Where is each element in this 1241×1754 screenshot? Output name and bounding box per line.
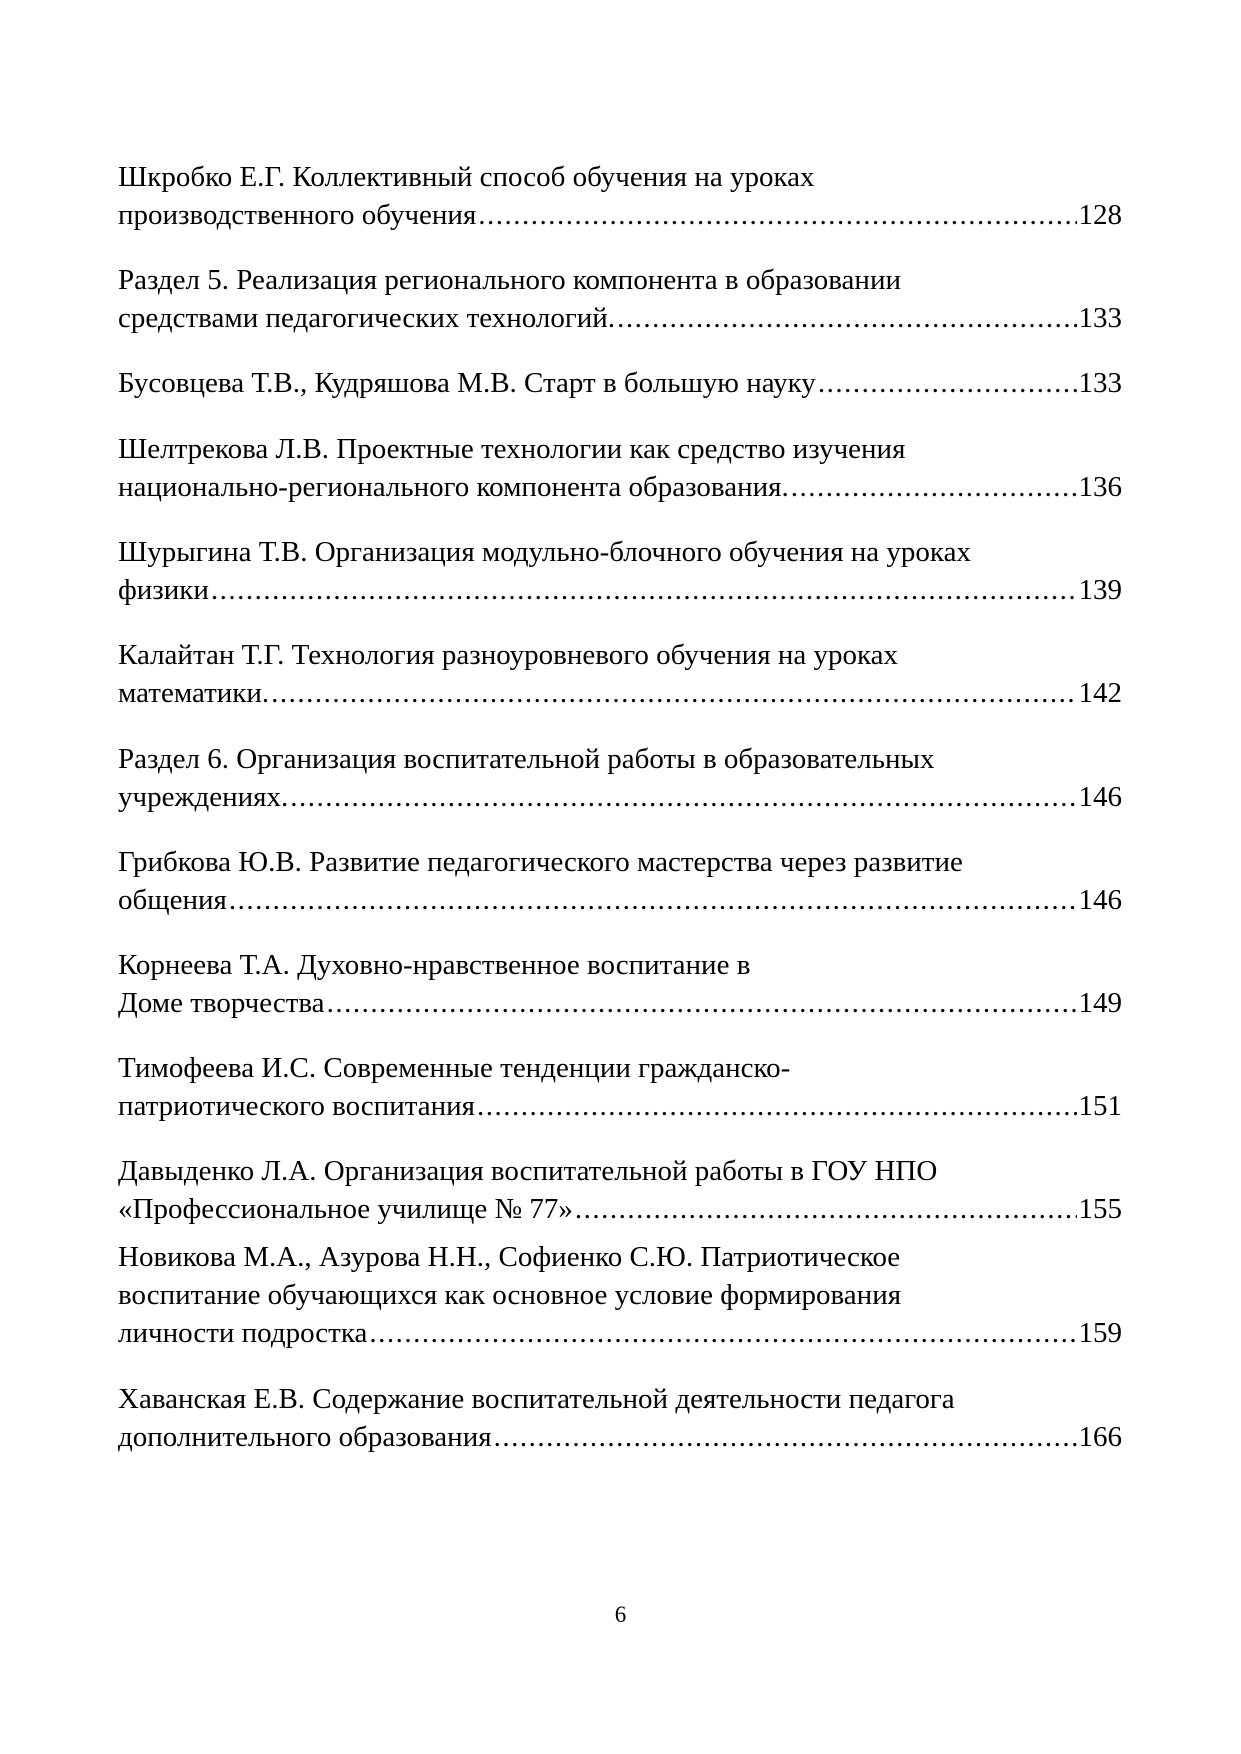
entry-title-end: общения: [118, 884, 227, 916]
dot-leader: [229, 881, 1077, 919]
toc-entry[interactable]: [118, 1049, 1122, 1125]
entry-last-line: [118, 196, 1122, 234]
entry-page-number: 146: [1078, 884, 1122, 916]
entry-last-line: [118, 1190, 1122, 1228]
entry-title-end: «Профессиональное училище № 77»: [118, 1193, 573, 1225]
entry-last-line: [118, 468, 1122, 506]
dot-leader: [617, 299, 1076, 337]
entry-page-number: 133: [1078, 302, 1122, 334]
entry-title-end: учреждениях.: [118, 781, 289, 813]
entry-last-line: [118, 1087, 1122, 1125]
entry-page-number: 159: [1078, 1317, 1122, 1349]
toc-entry[interactable]: [118, 1380, 1122, 1456]
toc-entry[interactable]: [118, 1152, 1122, 1228]
dot-leader: [791, 468, 1077, 506]
entry-last-line: [118, 984, 1122, 1022]
entry-title-end: патриотического воспитания: [118, 1090, 475, 1122]
entry-title-line: Грибкова Ю.В. Развитие педагогического мастерства через развитие: [118, 846, 963, 878]
entry-page-number: 136: [1078, 471, 1122, 503]
entry-page-number: 139: [1078, 574, 1122, 606]
entry-last-line: [118, 881, 1122, 919]
entry-title-end: производственного обучения: [118, 199, 477, 231]
entry-page-number: 151: [1078, 1090, 1122, 1122]
entry-page-number: 166: [1078, 1421, 1122, 1453]
entry-title-line: Шурыгина Т.В. Организация модульно-блочного обучения на уроках: [118, 536, 971, 568]
entry-title-line: Шкробко Е.Г. Коллективный способ обучения на уроках: [118, 161, 815, 193]
toc-entry[interactable]: [118, 364, 1122, 402]
entry-title-line: Хаванская Е.В. Содержание воспитательной деятельности педагога: [118, 1383, 955, 1415]
entry-page-number: 133: [1078, 367, 1122, 399]
entry-title-line: воспитание обучающихся как основное условие формирования: [118, 1279, 902, 1311]
entry-last-line: [118, 674, 1122, 712]
entry-page-number: 128: [1078, 199, 1122, 231]
entry-title-line: Раздел 5. Реализация регионального компонента в образовании: [118, 264, 901, 296]
entry-page-number: 149: [1078, 987, 1122, 1019]
dot-leader: [575, 1190, 1077, 1228]
page-number: 6: [614, 1602, 627, 1627]
entry-title-end: личности подростка: [118, 1317, 368, 1349]
dot-leader: [290, 778, 1076, 816]
entry-title-end: дополнительного образования: [118, 1421, 492, 1453]
entry-title-end: средствами педагогических технологий.: [118, 302, 616, 334]
dot-leader: [327, 984, 1077, 1022]
dot-leader: [478, 196, 1076, 234]
entry-title-line: Тимофеева И.С. Современные тенденции гражданско-: [118, 1052, 791, 1084]
toc-entry[interactable]: [118, 636, 1122, 712]
entry-last-line: [118, 364, 1122, 402]
entry-title-line: Новикова М.А., Азурова Н.Н., Софиенко С.Ю. Патриотическое: [118, 1241, 901, 1273]
dot-leader: [818, 364, 1077, 402]
entry-page-number: 142: [1078, 677, 1122, 709]
entry-page-number: 146: [1078, 781, 1122, 813]
entry-page-number: 155: [1078, 1193, 1122, 1225]
entry-title-line: Калайтан Т.Г. Технология разноуровневого обучения на уроках: [118, 639, 899, 671]
entry-title-line: Раздел 6. Организация воспитательной работы в образовательных: [118, 743, 935, 775]
dot-leader: [494, 1418, 1077, 1456]
entry-title-line: Корнеева Т.А. Духовно-нравственное воспитание в: [118, 949, 751, 981]
dot-leader: [271, 674, 1076, 712]
entry-title-end: национально-регионального компонента образования.: [118, 471, 789, 503]
dot-leader: [369, 1314, 1076, 1352]
toc-entry[interactable]: [118, 261, 1122, 337]
entry-title-end: Бусовцева Т.В., Кудряшова М.В. Старт в большую науку: [118, 367, 816, 399]
toc-entry[interactable]: [118, 740, 1122, 816]
entry-last-line: [118, 1418, 1122, 1456]
toc-entry[interactable]: [118, 946, 1122, 1022]
entry-last-line: [118, 1314, 1122, 1352]
entry-last-line: [118, 778, 1122, 816]
toc-entry[interactable]: [118, 843, 1122, 919]
dot-leader: [211, 571, 1077, 609]
toc-entry[interactable]: [118, 430, 1122, 506]
entry-title-line: Шелтрекова Л.В. Проектные технологии как средство изучения: [118, 433, 906, 465]
entry-last-line: [118, 571, 1122, 609]
entry-title-end: физики: [118, 574, 209, 606]
entry-last-line: [118, 299, 1122, 337]
toc-entry[interactable]: [118, 1238, 1122, 1352]
toc-entry[interactable]: [118, 533, 1122, 609]
entry-title-end: Доме творчества: [118, 987, 325, 1019]
toc-entry[interactable]: [118, 158, 1122, 234]
entry-title-line: Давыденко Л.А. Организация воспитательной работы в ГОУ НПО: [118, 1155, 938, 1187]
entry-title-end: математики.: [118, 677, 270, 709]
dot-leader: [477, 1087, 1077, 1125]
